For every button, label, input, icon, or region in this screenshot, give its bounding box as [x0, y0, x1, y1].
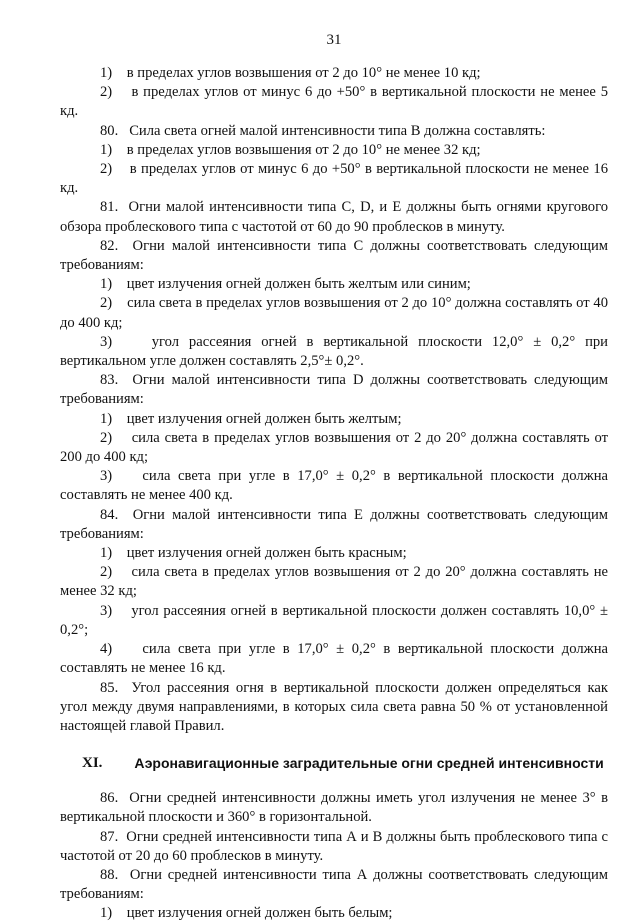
- paragraph-5: 2) в пределах углов от минус 6 до +50° в вертикальной плоскости не менее 16 кд.: [60, 161, 608, 197]
- paragraphs-after-section: [60, 789, 608, 923]
- paragraph-87: 87. Огни средней интенсивности типа А и В должны быть проблескового типа с частотой от 20 до 60 проблесков в минуту.: [60, 828, 608, 864]
- section-title: Аэронавигационные заградительные огни средней интенсивности: [134, 755, 604, 772]
- paragraph-4: 1) в пределах углов возвышения от 2 до 10° не менее 32 кд;: [100, 141, 481, 158]
- paragraph-2: 2) в пределах углов от минус 6 до +50° в вертикальной плоскости не менее 5 кд.: [60, 84, 608, 120]
- paragraph-88: 88. Огни средней интенсивности типа А должны соответствовать следующим требованиям:: [60, 866, 608, 903]
- paragraph-12: 1) цвет излучения огней должен быть желтым;: [100, 410, 402, 427]
- paragraph-18: 3) угол рассеяния огней в вертикальной плоскости должен составлять 10,0° ± 0,2°;: [60, 602, 608, 638]
- paragraph-84: 84. Огни малой интенсивности типа Е должны соответствовать следующим требованиям:: [60, 506, 608, 542]
- paragraph-86: 86. Огни средней интенсивности должны иметь угол излучения не менее 3° в вертикальной плоскости и 360° в горизонтальной.: [60, 790, 608, 826]
- section-heading: [60, 754, 608, 773]
- section-number: XI.: [82, 755, 103, 772]
- paragraph-85: 85. Угол рассеяния огня в вертикальной плоскости должен определяться как угол между двумя направлениями, в которых сила света равна 50 % от установленной настоящей главой Правил.: [60, 679, 608, 734]
- paragraph-83: 83. Огни малой интенсивности типа D должны соответствовать следующим требованиям:: [60, 372, 608, 408]
- paragraph-19: 4) сила света при угле в 17,0° ± 0,2° в вертикальной плоскости должна составлять не менее 16 кд.: [60, 641, 608, 677]
- paragraph-9: 2) сила света в пределах углов возвышения от 2 до 10° должна составлять от 40 до 400 кд;: [60, 295, 608, 331]
- paragraph-88-item-1: 1) цвет излучения огней должен быть белым;: [100, 905, 393, 922]
- paragraph-81: 81. Огни малой интенсивности типа С, D, и Е должны быть огнями кругового обзора проблескового типа с частотой от 60 до 90 проблесков в минуту.: [60, 199, 608, 235]
- paragraph-14: 3) сила света при угле в 17,0° ± 0,2° в вертикальной плоскости должна составлять не менее 400 кд.: [60, 468, 608, 504]
- paragraph-17: 2) сила света в пределах углов возвышения от 2 до 20° должна составлять не менее 32 кд;: [60, 564, 608, 600]
- paragraph-1: 1) в пределах углов возвышения от 2 до 10° не менее 10 кд;: [100, 65, 481, 81]
- paragraph-82: 82. Огни малой интенсивности типа С должны соответствовать следующим требованиям:: [60, 237, 608, 274]
- paragraph-10: 3) угол рассеяния огней в вертикальной плоскости 12,0° ± 0,2° при вертикальном угле должен составлять 2,5°± 0,2°.: [60, 333, 608, 370]
- page-number: 31: [326, 32, 342, 48]
- document-page: [60, 0, 608, 920]
- paragraph-80: 80. Сила света огней малой интенсивности типа В должна составлять:: [100, 122, 546, 139]
- paragraph-13: 2) сила света в пределах углов возвышения от 2 до 20° должна составлять от 200 до 400 кд;: [60, 429, 608, 466]
- paragraph-16: 1) цвет излучения огней должен быть красным;: [100, 545, 407, 562]
- paragraphs-before-section: [60, 64, 608, 736]
- document-body: [60, 64, 608, 924]
- paragraph-8: 1) цвет излучения огней должен быть желтым или синим;: [100, 276, 471, 293]
